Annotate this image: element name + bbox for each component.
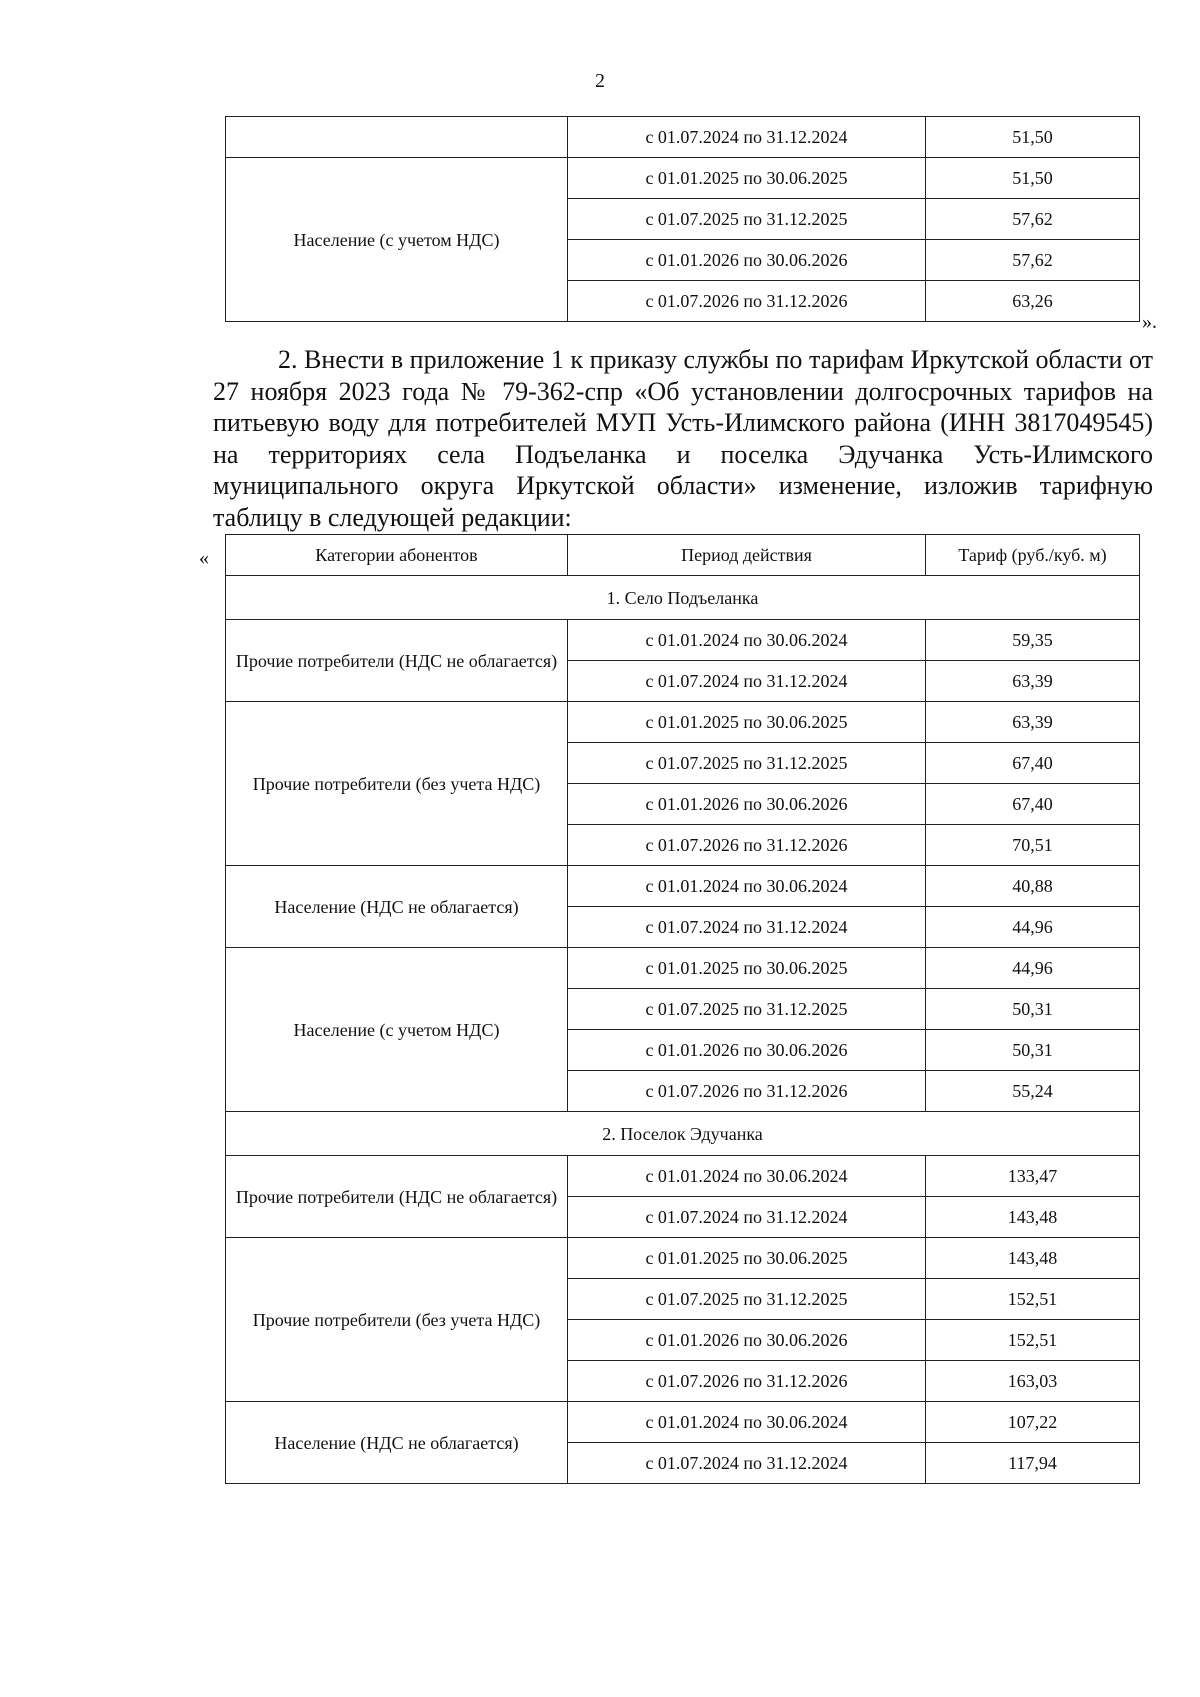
tariff-cell: 152,51 [926, 1320, 1140, 1361]
tariff-cell: 143,48 [926, 1238, 1140, 1279]
tariff-table-continuation [225, 116, 1140, 322]
opening-quote: « [199, 547, 209, 569]
tariff-cell: 63,39 [926, 661, 1140, 702]
tariff-cell: 63,39 [926, 702, 1140, 743]
tariff-cell: 107,22 [926, 1402, 1140, 1443]
column-header: Период действия [568, 535, 926, 576]
category-cell: Прочие потребители (НДС не облагается) [226, 620, 568, 702]
tariff-cell: 117,94 [926, 1443, 1140, 1484]
category-cell: Население (с учетом НДС) [226, 158, 568, 322]
tariff-table [225, 534, 1140, 1484]
tariff-cell: 57,62 [926, 199, 1140, 240]
tariff-cell: 67,40 [926, 784, 1140, 825]
closing-quote: ». [1142, 311, 1157, 333]
period-cell: с 01.07.2026 по 31.12.2026 [568, 281, 926, 322]
period-cell: с 01.01.2026 по 30.06.2026 [568, 784, 926, 825]
period-cell: с 01.01.2026 по 30.06.2026 [568, 1320, 926, 1361]
section-title: 2. Поселок Эдучанка [226, 1112, 1140, 1156]
tariff-cell: 44,96 [926, 907, 1140, 948]
tariff-cell: 133,47 [926, 1156, 1140, 1197]
tariff-cell: 50,31 [926, 1030, 1140, 1071]
tariff-cell: 143,48 [926, 1197, 1140, 1238]
amendment-paragraph-text: 2. Внести в приложение 1 к приказу службы по тарифам Иркутской области от 27 ноября 2023 года № 79-362-спр «Об установлении долгосрочных тарифов на питьевую воду для потребителей МУП Усть-Илимского района (ИНН 3817049545) на территориях села Подъеланка и поселка Эдучанка Усть-Илимского муниципального округа Иркутской области» изменение, изложив тарифную таблицу в следующей редакции: [213, 345, 1153, 532]
period-cell: с 01.01.2025 по 30.06.2025 [568, 702, 926, 743]
table-row [226, 1402, 1140, 1443]
category-cell: Население (НДС не облагается) [226, 866, 568, 948]
header-row [226, 535, 1140, 576]
table-row [226, 158, 1140, 199]
period-cell: с 01.01.2024 по 30.06.2024 [568, 620, 926, 661]
period-cell: с 01.07.2025 по 31.12.2025 [568, 743, 926, 784]
period-cell: с 01.07.2026 по 31.12.2026 [568, 1361, 926, 1402]
period-cell: с 01.07.2025 по 31.12.2025 [568, 989, 926, 1030]
tariff-cell: 51,50 [926, 117, 1140, 158]
period-cell: с 01.07.2026 по 31.12.2026 [568, 825, 926, 866]
table-row [226, 866, 1140, 907]
table-row [226, 1156, 1140, 1197]
period-cell: с 01.01.2025 по 30.06.2025 [568, 1238, 926, 1279]
column-header: Категории абонентов [226, 535, 568, 576]
section-title: 1. Село Подъеланка [226, 576, 1140, 620]
section-row [226, 1112, 1140, 1156]
period-cell: с 01.01.2025 по 30.06.2025 [568, 948, 926, 989]
table-row [226, 702, 1140, 743]
period-cell: с 01.01.2026 по 30.06.2026 [568, 1030, 926, 1071]
table-row [226, 117, 1140, 158]
period-cell: с 01.01.2024 по 30.06.2024 [568, 866, 926, 907]
period-cell: с 01.01.2026 по 30.06.2026 [568, 240, 926, 281]
period-cell: с 01.07.2024 по 31.12.2024 [568, 117, 926, 158]
amendment-paragraph [213, 344, 1153, 533]
tariff-cell: 67,40 [926, 743, 1140, 784]
category-cell: Прочие потребители (НДС не облагается) [226, 1156, 568, 1238]
tariff-cell: 152,51 [926, 1279, 1140, 1320]
page-number: 2 [595, 70, 605, 92]
tariff-cell: 51,50 [926, 158, 1140, 199]
period-cell: с 01.07.2024 по 31.12.2024 [568, 1443, 926, 1484]
table-row [226, 1238, 1140, 1279]
tariff-cell: 59,35 [926, 620, 1140, 661]
tariff-cell: 57,62 [926, 240, 1140, 281]
table-row [226, 620, 1140, 661]
tariff-cell: 63,26 [926, 281, 1140, 322]
period-cell: с 01.07.2024 по 31.12.2024 [568, 1197, 926, 1238]
category-cell: Население (с учетом НДС) [226, 948, 568, 1112]
table-row [226, 948, 1140, 989]
tariff-cell: 70,51 [926, 825, 1140, 866]
period-cell: с 01.07.2024 по 31.12.2024 [568, 907, 926, 948]
category-cell: Прочие потребители (без учета НДС) [226, 702, 568, 866]
tariff-cell: 40,88 [926, 866, 1140, 907]
tariff-cell: 163,03 [926, 1361, 1140, 1402]
column-header: Тариф (руб./куб. м) [926, 535, 1140, 576]
category-cell: Прочие потребители (без учета НДС) [226, 1238, 568, 1402]
period-cell: с 01.01.2024 по 30.06.2024 [568, 1402, 926, 1443]
period-cell: с 01.07.2025 по 31.12.2025 [568, 199, 926, 240]
period-cell: с 01.07.2024 по 31.12.2024 [568, 661, 926, 702]
section-row [226, 576, 1140, 620]
period-cell: с 01.01.2024 по 30.06.2024 [568, 1156, 926, 1197]
category-cell [226, 117, 568, 158]
period-cell: с 01.07.2026 по 31.12.2026 [568, 1071, 926, 1112]
category-cell: Население (НДС не облагается) [226, 1402, 568, 1484]
tariff-cell: 50,31 [926, 989, 1140, 1030]
period-cell: с 01.07.2025 по 31.12.2025 [568, 1279, 926, 1320]
tariff-cell: 55,24 [926, 1071, 1140, 1112]
tariff-cell: 44,96 [926, 948, 1140, 989]
period-cell: с 01.01.2025 по 30.06.2025 [568, 158, 926, 199]
